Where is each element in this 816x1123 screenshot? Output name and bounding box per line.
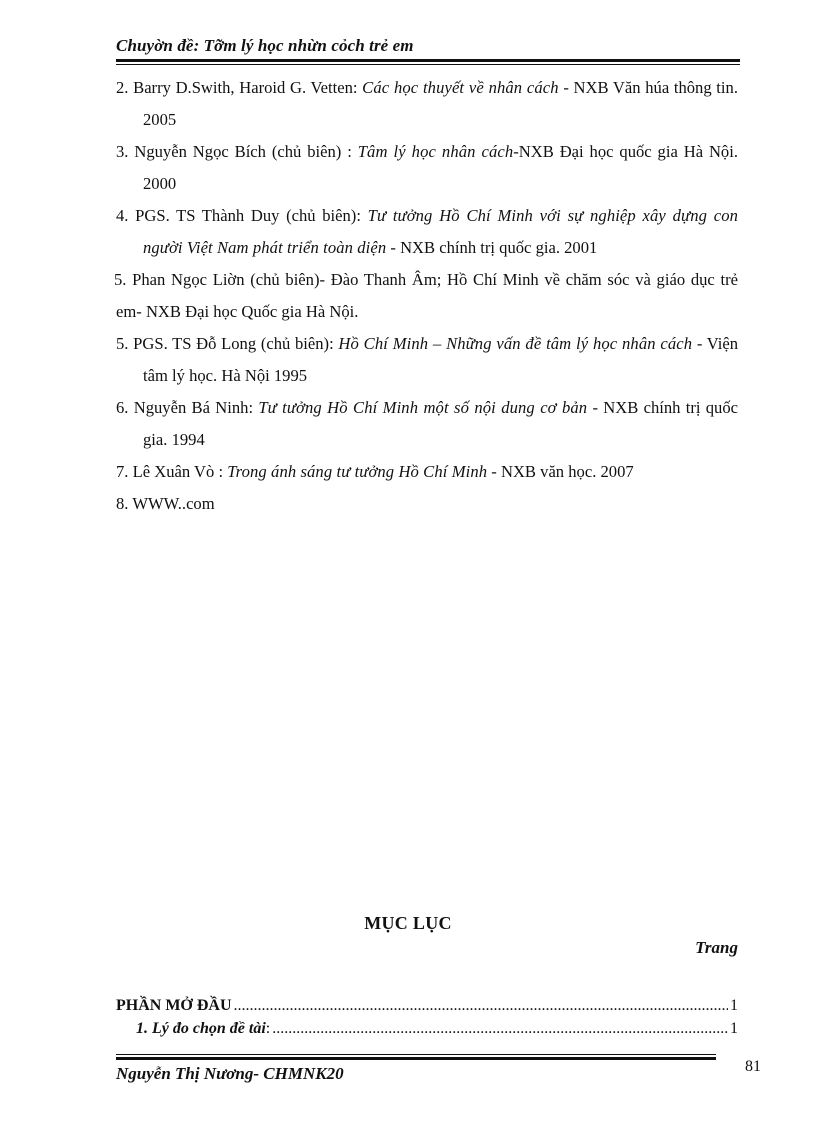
reference-author: Nguyễn Bá Ninh: [133,398,259,417]
reference-author: WWW..com [132,494,215,513]
reference-number: 5. [114,270,127,289]
footer-author: Nguyễn Thị Nương- CHMNK20 [116,1064,344,1083]
header-rule-thick [116,59,740,62]
toc-leader-dots [234,997,728,1015]
toc-entry-label: PHẦN MỞ ĐẦU [116,997,232,1014]
reference-item [116,328,738,392]
reference-publisher: - Viện tâm lý học. Hà Nội 1995 [143,334,738,385]
reference-title: Tư tưởng Hồ Chí Minh một số nội dung cơ bản [258,398,588,417]
reference-item [116,136,738,200]
footer-rule-thick [116,1057,716,1060]
reference-publisher: -NXB Đại học quốc gia Hà Nội. 2000 [143,142,738,193]
reference-author: Phan Ngọc Liờn (chủ biên)- Đào Thanh Âm; Hồ Chí Minh về chăm sóc và giáo dục trẻ em- NXB Đại học Quốc gia Hà Nội. [116,270,738,321]
reference-number: 4. [116,206,129,225]
toc-leader-dots [272,1020,728,1038]
reference-title: Hồ Chí Minh – Những vấn đề tâm lý học nhân cách [338,334,693,353]
reference-author: Lê Xuân Vò : [132,462,228,481]
reference-author: PGS. TS Thành Duy (chủ biên): [135,206,368,225]
header-rule-thin [116,64,740,65]
toc-entry[interactable] [116,997,738,1015]
toc-entry[interactable] [116,1020,738,1038]
reference-item [116,200,738,264]
reference-author: Barry D.Swith, Haroid G. Vetten: [133,78,363,97]
reference-number: 2. [116,78,129,97]
toc-page-label: Trang [695,938,738,957]
page-header: Chuyờn đề: Tỡm lý học nhừn cỏch trẻ em [116,36,414,55]
reference-publisher: - NXB chính trị quốc gia. 1994 [143,398,739,449]
reference-title: Các học thuyết về nhân cách [362,78,559,97]
toc-entry-suffix: : [265,1020,271,1037]
page-number: 81 [745,1058,761,1075]
reference-item [116,264,738,328]
reference-number: 7. [116,462,129,481]
toc-entry-page: 1 [730,997,738,1014]
reference-item [116,392,738,456]
reference-item [116,488,738,520]
toc-title: MỤC LỤC [364,913,452,933]
reference-title: Trong ánh sáng tư tưởng Hồ Chí Minh [227,462,488,481]
reference-publisher: - NXB Văn húa thông tin. 2005 [143,78,738,129]
reference-item [116,456,738,488]
reference-publisher: - NXB chính trị quốc gia. 2001 [386,238,598,257]
reference-title: Tâm lý học nhân cách [357,142,514,161]
toc-entry-page: 1 [730,1020,738,1037]
reference-number: 8. [116,494,129,513]
reference-item [116,72,738,136]
reference-number: 5. [116,334,129,353]
reference-publisher: - NXB văn học. 2007 [487,462,634,481]
reference-author: PGS. TS Đỗ Long (chủ biên): [133,334,339,353]
footer-rule-thin [116,1054,716,1055]
reference-number: 3. [116,142,129,161]
reference-number: 6. [116,398,129,417]
reference-author: Nguyễn Ngọc Bích (chủ biên) : [134,142,358,161]
reference-title: Tư tưởng Hồ Chí Minh với sự nghiệp xây dựng con người Việt Nam phát triển toàn diện [143,206,739,257]
toc-entry-label: 1. Lý đo chọn đề tài [136,1020,266,1037]
reference-list [116,72,738,520]
